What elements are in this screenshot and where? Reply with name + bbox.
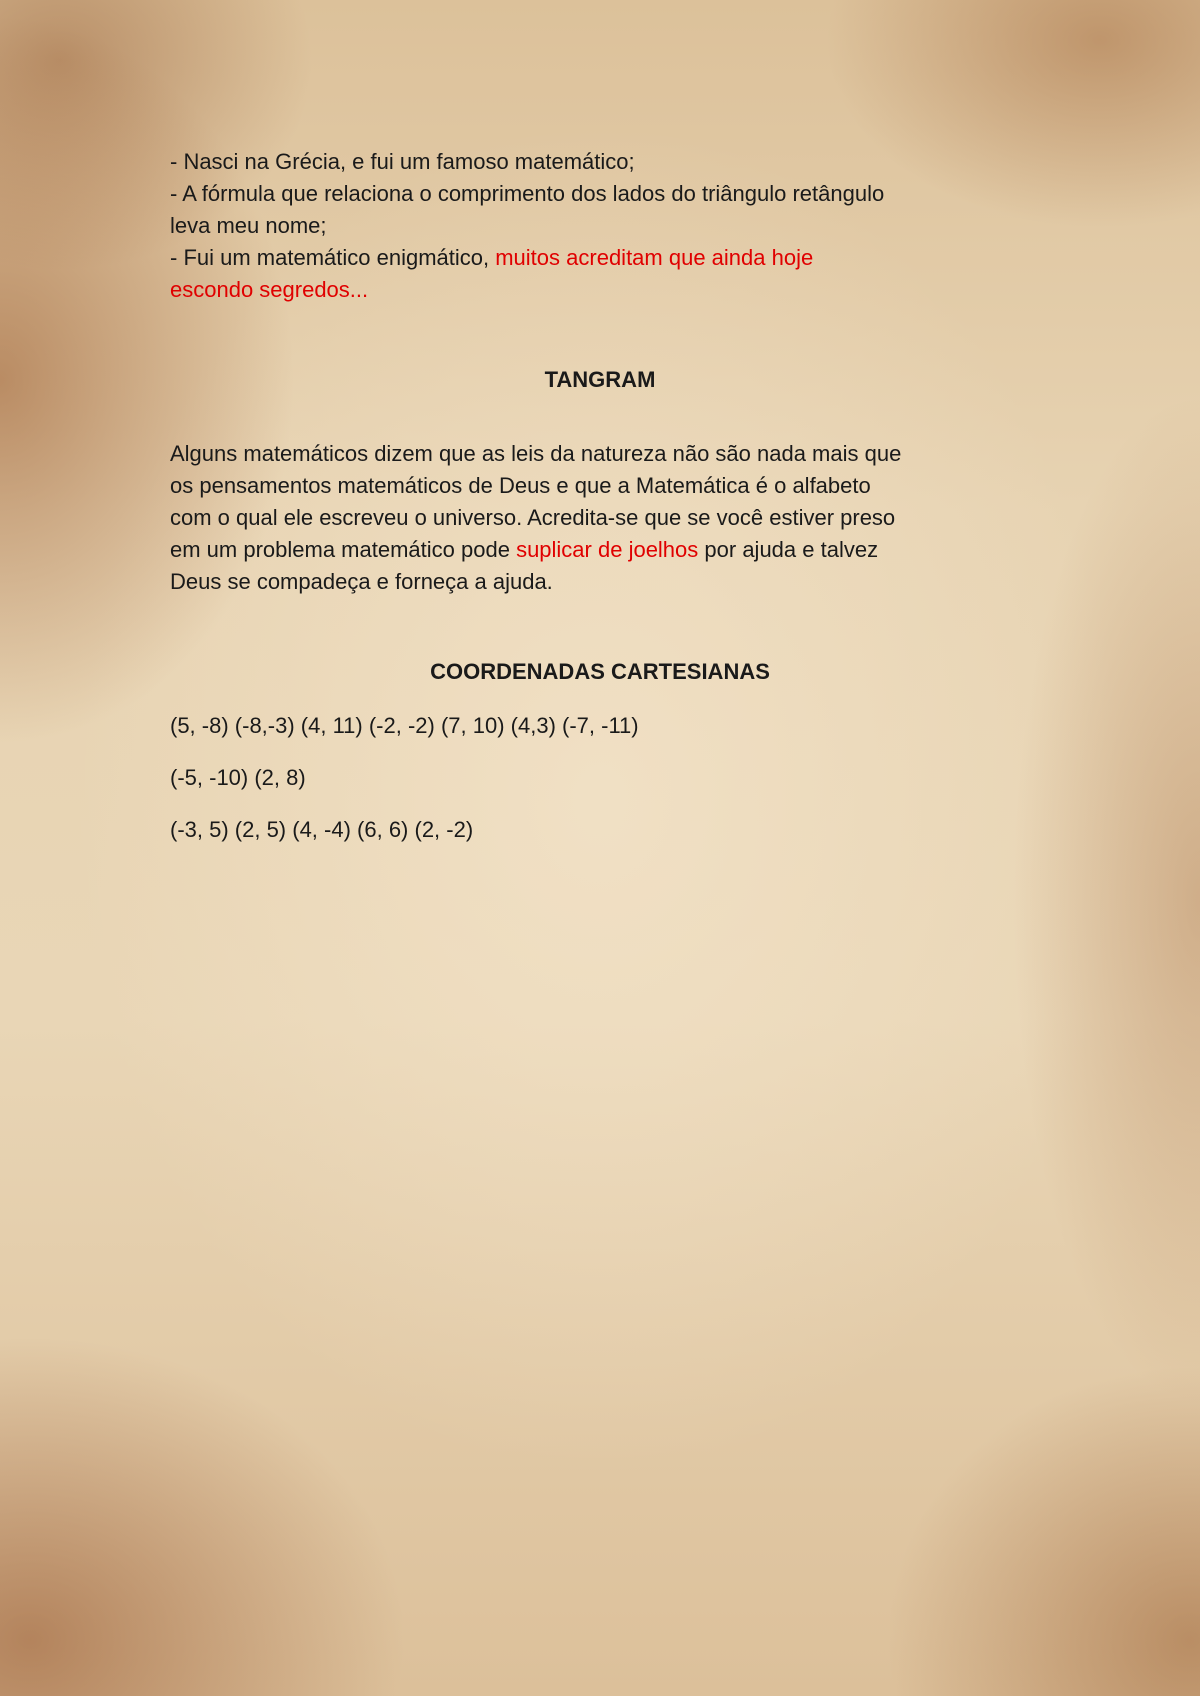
- tangram-line-1: Alguns matemáticos dizem que as leis da natureza não são nada mais que: [170, 441, 902, 466]
- clue-line-1: - Nasci na Grécia, e fui um famoso matemático;: [170, 149, 635, 174]
- clue-line-3: leva meu nome;: [170, 213, 327, 238]
- clue-line-4-highlight: muitos acreditam que ainda hoje: [495, 245, 814, 270]
- tangram-heading: TANGRAM: [544, 367, 656, 392]
- coordinates-line-1: (5, -8) (-8,-3) (4, 11) (-2, -2) (7, 10) (4,3) (-7, -11): [170, 713, 639, 738]
- tangram-line-5: Deus se compadeça e forneça a ajuda.: [170, 569, 553, 594]
- tangram-line-4-before: em um problema matemático pode: [170, 537, 517, 562]
- clues-block: [170, 146, 1030, 306]
- coordinates-heading: COORDENADAS CARTESIANAS: [430, 659, 770, 684]
- document-body: [170, 146, 1030, 846]
- tangram-line-4-highlight: suplicar de joelhos: [516, 537, 699, 562]
- tangram-line-4-after: por ajuda e talvez: [698, 537, 879, 562]
- coordinates-line-2: (-5, -10) (2, 8): [170, 765, 306, 790]
- tangram-line-4: [170, 534, 1030, 566]
- tangram-line-2: os pensamentos matemáticos de Deus e que a Matemática é o alfabeto: [170, 473, 871, 498]
- clue-line-4-text: - Fui um matemático enigmático,: [170, 245, 496, 270]
- clue-line-4: [170, 242, 1030, 274]
- clue-line-2: - A fórmula que relaciona o comprimento dos lados do triângulo retângulo: [170, 181, 885, 206]
- coordinates-line-3: (-3, 5) (2, 5) (4, -4) (6, 6) (2, -2): [170, 817, 474, 842]
- tangram-line-3: com o qual ele escreveu o universo. Acredita-se que se você estiver preso: [170, 505, 896, 530]
- tangram-paragraph: [170, 438, 1030, 598]
- clue-line-5-highlight: escondo segredos...: [170, 277, 369, 302]
